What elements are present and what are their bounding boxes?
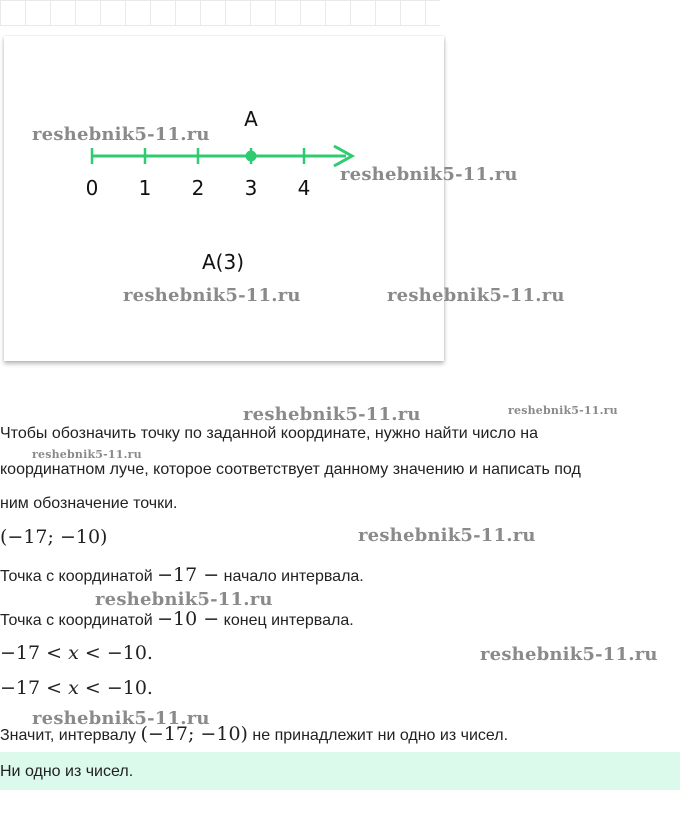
- answer-text: Ни одно из чисел.: [0, 763, 134, 780]
- inequality-left: −17 <: [0, 677, 69, 699]
- explanation-line-1: Чтобы обозначить точку по заданной координате, нужно найти число на: [0, 425, 539, 442]
- tick-label: 2: [191, 176, 205, 200]
- grid-background-strip: [0, 0, 440, 26]
- explanation-line-3: ним обозначение точки.: [0, 495, 178, 512]
- start-sentence-prefix: Точка с координатой: [0, 568, 158, 585]
- tick-labels: [86, 176, 311, 200]
- end-sentence-prefix: Точка с координатой: [0, 612, 158, 629]
- end-value: −10 −: [157, 608, 220, 630]
- number-ray-figure: [4, 36, 444, 361]
- inequality-right: < −10.: [78, 677, 153, 699]
- number-ray-svg: [4, 36, 444, 361]
- conclusion-suffix: не принадлежит ни одно из чисел.: [247, 727, 509, 744]
- inequality-right: < −10.: [78, 642, 153, 664]
- start-sentence-suffix: начало интервала.: [219, 568, 364, 585]
- watermark: reshebnik5-11.ru: [32, 124, 210, 145]
- watermark: reshebnik5-11.ru: [243, 404, 421, 425]
- interval-formula: (−17; −10): [0, 526, 108, 548]
- start-value: −17 −: [157, 564, 220, 586]
- conclusion-sentence: [0, 724, 508, 746]
- watermark: reshebnik5-11.ru: [358, 525, 536, 546]
- watermark: reshebnik5-11.ru: [32, 708, 210, 729]
- tick-label: 4: [297, 176, 311, 200]
- interval-start-sentence: [0, 565, 364, 587]
- end-sentence-suffix: конец интервала.: [219, 612, 354, 629]
- conclusion-interval: (−17; −10): [140, 723, 248, 745]
- watermark: reshebnik5-11.ru: [508, 404, 618, 417]
- watermark: reshebnik5-11.ru: [480, 644, 658, 665]
- tick-label: 3: [244, 176, 258, 200]
- watermark: reshebnik5-11.ru: [387, 285, 565, 306]
- inequality-1: [0, 643, 153, 663]
- explanation-line-2: координатном луче, которое соответствует данному значению и написать под: [0, 461, 581, 478]
- conclusion-prefix: Значит, интервалу: [0, 727, 141, 744]
- tick-label: 1: [138, 176, 152, 200]
- coordinate-notation: A(3): [201, 250, 245, 274]
- watermark: reshebnik5-11.ru: [123, 285, 301, 306]
- answer-box: [0, 752, 680, 790]
- interval-end-sentence: [0, 609, 354, 631]
- watermark: reshebnik5-11.ru: [95, 589, 273, 610]
- tick-label: 0: [85, 176, 99, 200]
- point-a-dot: [246, 151, 257, 162]
- watermark: reshebnik5-11.ru: [32, 448, 142, 461]
- point-a-label: A: [244, 107, 258, 131]
- inequality-2: [0, 678, 153, 698]
- inequality-left: −17 <: [0, 642, 69, 664]
- inequality-variable: x: [68, 677, 79, 699]
- watermark: reshebnik5-11.ru: [340, 164, 518, 185]
- inequality-variable: x: [68, 642, 79, 664]
